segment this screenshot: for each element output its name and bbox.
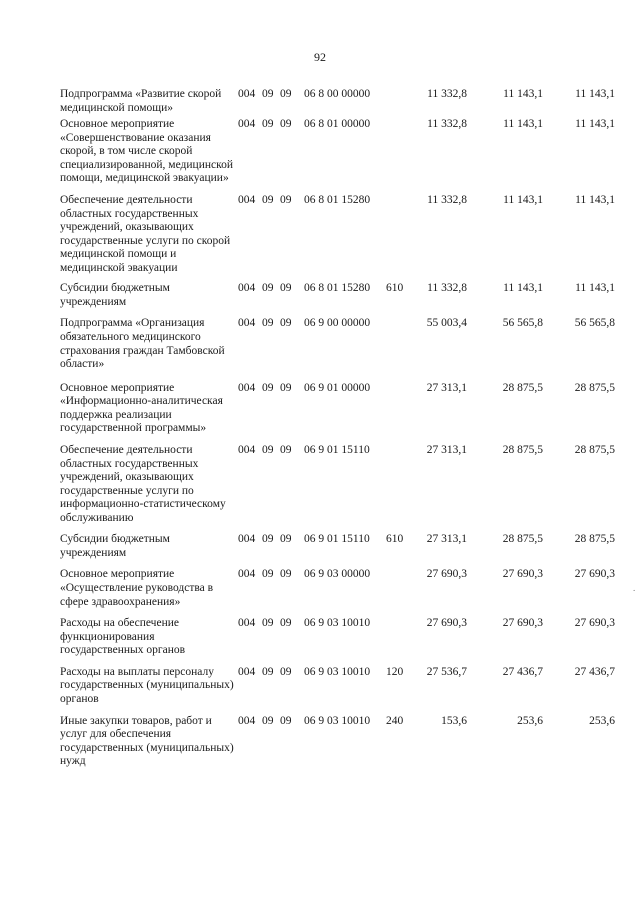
ved-code: 004: [238, 118, 256, 131]
row-name: Основное мероприятие «Совершенствование оказания скорой, в том числе скорой специализированной, медицинской помощи, медицинской эвакуации»: [60, 118, 234, 185]
section-code: 09: [262, 88, 274, 100]
margin-mark: .: [633, 583, 636, 593]
target-article-code: 06 9 03 00000: [304, 568, 371, 581]
section-code: 09: [262, 443, 274, 456]
subsection-code: 09: [280, 443, 292, 456]
amount-year-2: 11 143,1: [503, 88, 543, 100]
expense-type-code: 610: [386, 533, 404, 546]
ved-code: 004: [238, 617, 256, 630]
amount-year-3: 11 143,1: [575, 88, 615, 100]
amount-year-1: 55 003,4: [426, 317, 467, 330]
amount-year-2: 11 143,1: [503, 118, 543, 131]
target-article-code: 06 9 03 10010: [304, 617, 371, 630]
subsection-code: 09: [280, 568, 292, 581]
ved-code: 004: [238, 282, 256, 295]
target-article-code: 06 9 03 10010: [304, 665, 371, 678]
amount-year-2: 27 436,7: [502, 665, 543, 678]
target-article-code: 06 8 00 00000: [304, 88, 371, 100]
row-name: Подпрограмма «Организация обязательного медицинского страхования граждан Тамбовской области»: [60, 317, 225, 371]
row-name: Субсидии бюджетным учреждениям: [60, 282, 170, 308]
row-name: Субсидии бюджетным учреждениям: [60, 533, 170, 559]
amount-year-3: 253,6: [589, 714, 615, 727]
amount-year-3: 28 875,5: [574, 443, 615, 456]
amount-year-2: 11 143,1: [503, 282, 543, 295]
table-row: [0, 568, 640, 609]
subsection-code: 09: [280, 88, 292, 100]
ved-code: 004: [238, 568, 256, 581]
amount-year-2: 253,6: [517, 714, 543, 727]
amount-year-3: 28 875,5: [574, 533, 615, 546]
amount-year-1: 27 313,1: [426, 443, 467, 456]
table-row: [0, 715, 640, 769]
table-row: [0, 282, 640, 309]
expense-type-code: 610: [386, 282, 404, 295]
target-article-code: 06 9 03 10010: [304, 714, 371, 727]
amount-year-1: 11 332,8: [427, 118, 467, 131]
expense-type-code: 240: [386, 714, 404, 727]
budget-table: [0, 88, 640, 769]
amount-year-2: 27 690,3: [502, 568, 543, 581]
amount-year-2: 27 690,3: [502, 617, 543, 630]
section-code: 09: [262, 533, 274, 546]
amount-year-3: 27 690,3: [574, 568, 615, 581]
amount-year-3: 11 143,1: [575, 118, 615, 131]
row-name: Обеспечение деятельности областных государственных учреждений, оказывающих государственные услуги по скорой медицинской помощи и медицинской эвакуации: [60, 193, 231, 274]
section-code: 09: [262, 381, 274, 394]
expense-type-code: 120: [386, 665, 404, 678]
subsection-code: 09: [280, 317, 292, 330]
table-row: [0, 533, 640, 560]
subsection-code: 09: [280, 665, 292, 678]
row-name: Обеспечение деятельности областных государственных учреждений, оказывающих государственные услуги по информационно-статистическому обслуживанию: [60, 443, 226, 524]
section-code: 09: [262, 665, 274, 678]
amount-year-2: 28 875,5: [502, 381, 543, 394]
subsection-code: 09: [280, 381, 292, 394]
amount-year-2: 11 143,1: [503, 193, 543, 206]
target-article-code: 06 9 00 00000: [304, 317, 371, 330]
table-row: [0, 617, 640, 658]
target-article-code: 06 8 01 00000: [304, 118, 371, 131]
amount-year-2: 28 875,5: [502, 533, 543, 546]
table-row: [0, 88, 640, 115]
ved-code: 004: [238, 714, 256, 727]
subsection-code: 09: [280, 617, 292, 630]
table-row: [0, 444, 640, 525]
ved-code: 004: [238, 317, 256, 330]
row-name: Расходы на обеспечение функционирования государственных органов: [60, 617, 186, 657]
row-name: Основное мероприятие «Информационно-аналитическая поддержка реализации государственной программы»: [60, 381, 223, 435]
ved-code: 004: [238, 381, 256, 394]
section-code: 09: [262, 193, 274, 206]
amount-year-1: 27 313,1: [426, 533, 467, 546]
amount-year-3: 11 143,1: [575, 193, 615, 206]
ved-code: 004: [238, 443, 256, 456]
amount-year-1: 11 332,8: [427, 193, 467, 206]
ved-code: 004: [238, 533, 256, 546]
amount-year-1: 11 332,8: [427, 88, 467, 100]
ved-code: 004: [238, 665, 256, 678]
subsection-code: 09: [280, 282, 292, 295]
row-name: Основное мероприятие «Осуществление руководства в сфере здравоохранения»: [60, 568, 214, 608]
page-number: 92: [314, 50, 326, 64]
section-code: 09: [262, 118, 274, 131]
amount-year-1: 27 690,3: [426, 617, 467, 630]
subsection-code: 09: [280, 193, 292, 206]
table-row: [0, 382, 640, 436]
target-article-code: 06 9 01 15110: [304, 443, 370, 456]
section-code: 09: [262, 617, 274, 630]
row-name: Иные закупки товаров, работ и услуг для обеспечения государственных (муниципальных) нужд: [60, 714, 234, 768]
amount-year-1: 27 690,3: [426, 568, 467, 581]
ved-code: 004: [238, 88, 256, 100]
amount-year-1: 11 332,8: [427, 282, 467, 295]
section-code: 09: [262, 714, 274, 727]
row-name: Подпрограмма «Развитие скорой медицинской помощи»: [60, 88, 222, 114]
subsection-code: 09: [280, 714, 292, 727]
amount-year-3: 28 875,5: [574, 381, 615, 394]
table-row: [0, 118, 640, 186]
section-code: 09: [262, 282, 274, 295]
row-name: Расходы на выплаты персоналу государственных (муниципальных) органов: [60, 665, 234, 705]
subsection-code: 09: [280, 118, 292, 131]
amount-year-3: 27 436,7: [574, 665, 615, 678]
amount-year-3: 27 690,3: [574, 617, 615, 630]
section-code: 09: [262, 317, 274, 330]
amount-year-1: 27 313,1: [426, 381, 467, 394]
amount-year-3: 56 565,8: [574, 317, 615, 330]
amount-year-1: 27 536,7: [426, 665, 467, 678]
target-article-code: 06 9 01 15110: [304, 533, 370, 546]
subsection-code: 09: [280, 533, 292, 546]
amount-year-1: 153,6: [441, 714, 467, 727]
target-article-code: 06 9 01 00000: [304, 381, 371, 394]
table-row: [0, 666, 640, 707]
amount-year-2: 56 565,8: [502, 317, 543, 330]
table-row: [0, 194, 640, 275]
amount-year-2: 28 875,5: [502, 443, 543, 456]
section-code: 09: [262, 568, 274, 581]
target-article-code: 06 8 01 15280: [304, 193, 371, 206]
table-row: [0, 317, 640, 371]
ved-code: 004: [238, 193, 256, 206]
amount-year-3: 11 143,1: [575, 282, 615, 295]
target-article-code: 06 8 01 15280: [304, 282, 371, 295]
